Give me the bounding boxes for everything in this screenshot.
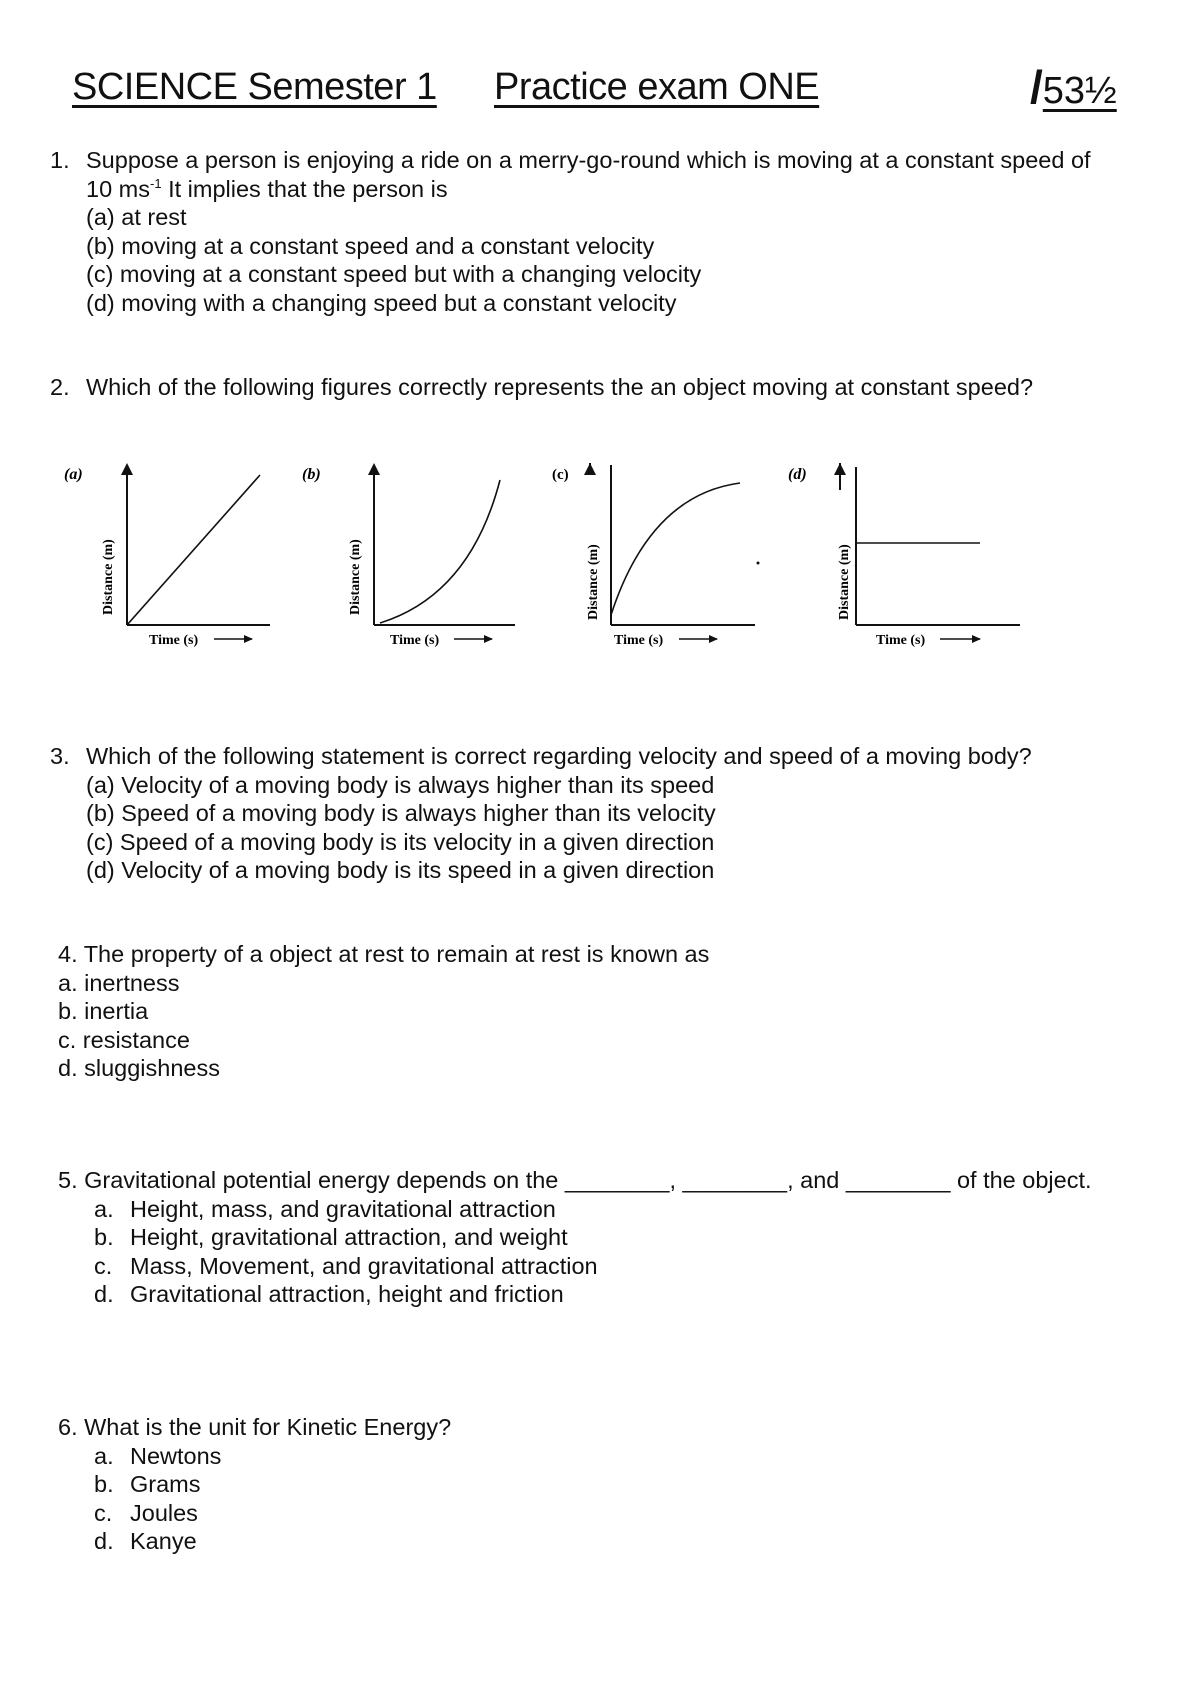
question-text: Which of the following statement is correct regarding velocity and speed of a moving body?	[86, 743, 1032, 769]
option-d[interactable]: d. Gravitational attraction, height and friction	[94, 1281, 564, 1307]
y-axis-arrow	[584, 463, 596, 475]
speck	[757, 562, 760, 565]
graph-label: (b)	[302, 466, 321, 483]
y-axis-label: Distance (m)	[837, 544, 852, 620]
question-number: 1.	[50, 147, 70, 173]
option-a[interactable]: (a) at rest	[86, 204, 187, 230]
curve-line	[380, 480, 500, 623]
graph-a[interactable]	[64, 463, 270, 648]
option-b[interactable]: b. inertia	[58, 998, 149, 1024]
curve-line	[127, 475, 260, 625]
option-c[interactable]: (c) moving at a constant speed but with a changing velocity	[86, 261, 702, 287]
x-axis-label: Time (s)	[390, 633, 440, 648]
exam-title-name: Practice exam ONE	[494, 66, 820, 108]
option-a[interactable]: a. Height, mass, and gravitational attraction	[94, 1195, 556, 1222]
question-text-cont: 10 $ms^{-1}$ It implies that the person is	[86, 175, 448, 202]
curve-line	[611, 483, 740, 615]
option-a[interactable]: a. inertness	[58, 969, 180, 996]
option-d[interactable]: d. sluggishness	[58, 1055, 220, 1081]
graph-c[interactable]	[552, 463, 760, 648]
question-text: 6. What is the unit for Kinetic Energy?	[58, 1414, 452, 1440]
score-value: 53½	[1042, 70, 1117, 112]
exam-title-course: SCIENCE Semester 1	[72, 66, 437, 108]
question-text: Suppose a person is enjoying a ride on a merry-go-round which is moving at a constant speed of	[86, 147, 1091, 173]
option-c[interactable]: c. Mass, Movement, and gravitational attraction	[94, 1252, 598, 1279]
question-text: 5. Gravitational potential energy depends on the ________, ________, and ________ of the object.	[58, 1167, 1092, 1193]
option-b[interactable]: (b) Speed of a moving body is always higher than its velocity	[86, 800, 716, 826]
option-d[interactable]: (d) moving with a changing speed but a constant velocity	[86, 289, 677, 316]
question-3	[50, 742, 1032, 885]
question-6	[58, 1413, 451, 1556]
option-a[interactable]: (a) Velocity of a moving body is always higher than its speed	[86, 771, 715, 798]
question-number: 3.	[50, 743, 70, 769]
question-text: Which of the following figures correctly represents the an object moving at constant speed?	[86, 374, 1034, 400]
option-c[interactable]: c. Joules	[94, 1499, 198, 1526]
graphs-figure	[0, 455, 1100, 665]
y-axis-label: Distance (m)	[348, 539, 363, 615]
x-axis-label: Time (s)	[149, 633, 199, 648]
question-4	[58, 940, 709, 1083]
question-2	[50, 373, 1033, 402]
y-axis-arrow	[121, 463, 133, 475]
x-axis-label: Time (s)	[876, 633, 926, 648]
score-total	[1030, 60, 1117, 114]
y-axis-label: Distance (m)	[586, 544, 601, 620]
y-axis-arrow	[368, 463, 380, 475]
graph-label: (a)	[64, 466, 83, 483]
option-b[interactable]: (b) moving at a constant speed and a constant velocity	[86, 232, 655, 259]
option-b[interactable]: b. Grams	[94, 1471, 201, 1497]
question-number: 2.	[50, 374, 70, 400]
x-axis-label: Time (s)	[614, 633, 664, 648]
graph-label: (d)	[788, 466, 807, 483]
y-axis-arrow	[834, 463, 846, 475]
graph-d[interactable]	[788, 463, 1020, 648]
question-5	[58, 1166, 1092, 1309]
option-a[interactable]: a. Newtons	[94, 1442, 222, 1469]
option-c[interactable]: c. resistance	[58, 1026, 190, 1053]
y-axis-label: Distance (m)	[101, 539, 116, 615]
option-c[interactable]: (c) Speed of a moving body is its velocity in a given direction	[86, 828, 715, 855]
question-1	[50, 146, 1091, 317]
score-slash: /	[1030, 61, 1043, 113]
graph-b[interactable]	[302, 463, 515, 648]
option-d[interactable]: (d) Velocity of a moving body is its speed in a given direction	[86, 857, 715, 883]
question-text: 4. The property of a object at rest to remain at rest is known as	[58, 941, 710, 967]
option-b[interactable]: b. Height, gravitational attraction, and weight	[94, 1224, 568, 1250]
option-d[interactable]: d. Kanye	[94, 1528, 197, 1554]
graph-label: (c)	[552, 467, 569, 483]
